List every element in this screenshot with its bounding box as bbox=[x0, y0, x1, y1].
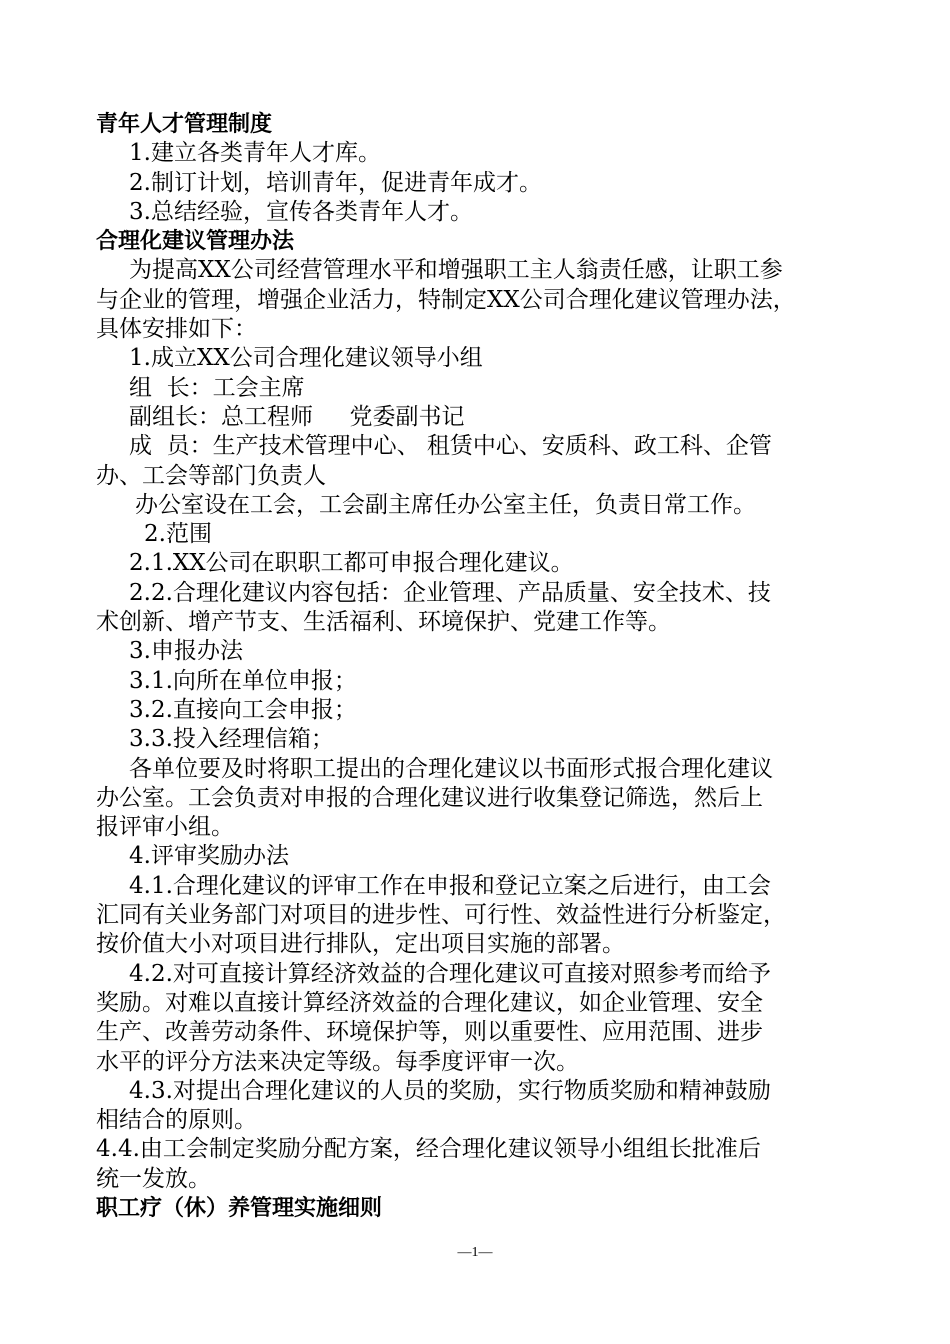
intro-paragraph-line: 具体安排如下： bbox=[96, 316, 257, 343]
list-item: 1.建立各类青年人才库。 bbox=[129, 140, 381, 167]
clause-4-1: 汇同有关业务部门对项目的进步性、可行性、效益性进行分析鉴定， bbox=[96, 902, 786, 929]
members-line: 成 员：生产技术管理中心、 租赁中心、安质科、政工科、企管 bbox=[129, 433, 772, 460]
clause-2: 2.范围 bbox=[144, 521, 212, 548]
clause-4-2: 奖励。对难以直接计算经济效益的合理化建议，如企业管理、安全 bbox=[96, 989, 763, 1016]
document-body bbox=[96, 110, 860, 1223]
list-item: 3.总结经验，宣传各类青年人才。 bbox=[129, 198, 473, 225]
clause-4-3: 相结合的原则。 bbox=[96, 1107, 257, 1134]
clause-4-1: 4.1.合理化建议的评审工作在申报和登记立案之后进行，由工会 bbox=[129, 872, 771, 899]
intro-paragraph-line: 为提高XX公司经营管理水平和增强职工主人翁责任感，让职工参 bbox=[129, 257, 783, 284]
clause-2-2: 2.2.合理化建议内容包括：企业管理、产品质量、安全技术、技 bbox=[129, 579, 771, 606]
clause-3-2: 3.2.直接向工会申报； bbox=[129, 696, 357, 723]
clause-3-3: 3.3.投入经理信箱； bbox=[129, 726, 334, 753]
clause-4: 4.评审奖励办法 bbox=[129, 843, 289, 870]
section-heading-recuperation: 职工疗（休）养管理实施细则 bbox=[96, 1195, 383, 1221]
clause-4-4: 统一发放。 bbox=[96, 1165, 211, 1192]
page-number: —1— bbox=[457, 1245, 493, 1260]
members-line: 办、工会等部门负责人 bbox=[96, 462, 326, 489]
clause-4-3: 4.3.对提出合理化建议的人员的奖励，实行物质奖励和精神鼓励 bbox=[129, 1077, 771, 1104]
clause-3-paragraph: 办公室。工会负责对申报的合理化建议进行收集登记筛选，然后上 bbox=[96, 784, 763, 811]
clause-4-4: 4.4.由工会制定奖励分配方案，经合理化建议领导小组组长批准后 bbox=[96, 1136, 761, 1163]
intro-paragraph-line: 与企业的管理，增强企业活力，特制定XX公司合理化建议管理办法， bbox=[96, 286, 796, 313]
clause-2-2: 术创新、增产节支、生活福利、环境保护、党建工作等。 bbox=[96, 609, 671, 636]
clause-3-1: 3.1.向所在单位申报； bbox=[129, 667, 357, 694]
clause-3-paragraph: 各单位要及时将职工提出的合理化建议以书面形式报合理化建议 bbox=[129, 755, 773, 782]
clause-4-2: 生产、改善劳动条件、环境保护等，则以重要性、应用范围、进步 bbox=[96, 1019, 763, 1046]
leader-line: 组 长：工会主席 bbox=[129, 374, 305, 401]
section-heading-rationalization: 合理化建议管理办法 bbox=[96, 229, 295, 255]
list-item: 2.制订计划，培训青年，促进青年成才。 bbox=[129, 169, 542, 196]
clause-3: 3.申报办法 bbox=[129, 638, 243, 665]
section-heading-youth-talent: 青年人才管理制度 bbox=[96, 112, 273, 137]
clause-3-paragraph: 报评审小组。 bbox=[96, 814, 234, 841]
clause-1: 1.成立XX公司合理化建议领导小组 bbox=[129, 345, 483, 372]
vice-leader-line: 副组长：总工程师 党委副书记 bbox=[129, 403, 465, 430]
clause-4-1: 按价值大小对项目进行排队，定出项目实施的部署。 bbox=[96, 931, 625, 958]
clause-2-1: 2.1.XX公司在职职工都可申报合理化建议。 bbox=[129, 550, 574, 577]
clause-4-2: 4.2.对可直接计算经济效益的合理化建议可直接对照参考而给予 bbox=[129, 960, 771, 987]
clause-4-2: 水平的评分方法来决定等级。每季度评审一次。 bbox=[96, 1048, 579, 1075]
office-line: 办公室设在工会，工会副主席任办公室主任，负责日常工作。 bbox=[135, 491, 756, 518]
